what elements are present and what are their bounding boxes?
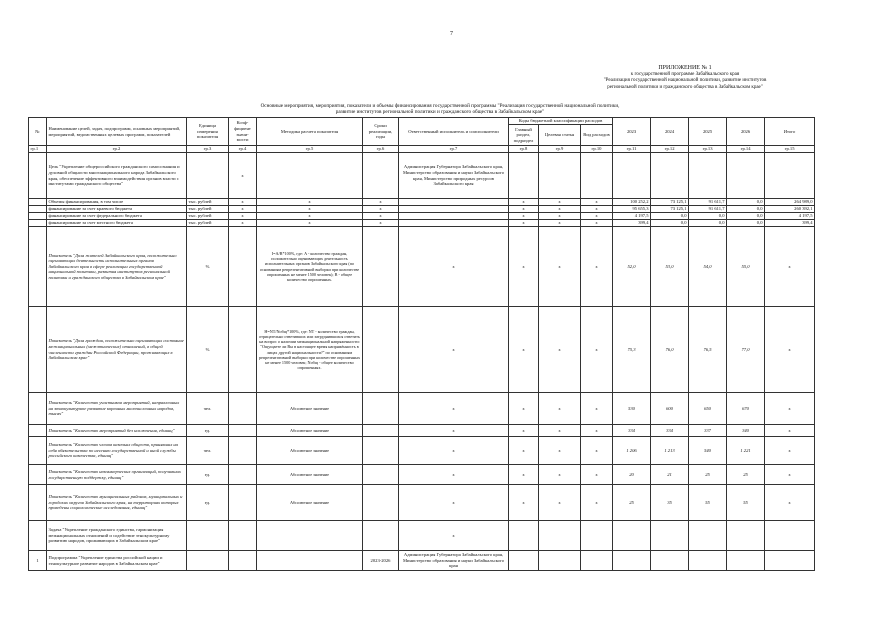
kbk-section-cell: х (509, 213, 539, 220)
goal-row (29, 153, 815, 199)
term-cell: х (363, 220, 399, 227)
indicator-name: Показатель "Доля жителей Забайкальского края, положительно оценивающих деятельность исполнительных органов Забайкальского края в сфере реализации государственной национальной политики, развития институтов региональной политики и гражданского общества в Забайкальском крае" (47, 227, 187, 307)
kbk-section-cell: х (509, 199, 539, 206)
document-title (160, 103, 720, 116)
value-2024: 35 (651, 485, 689, 521)
value-2026: 340 (727, 425, 765, 437)
value-2025: 650 (689, 393, 727, 425)
value-2025: 55 (689, 485, 727, 521)
value-2025: 91 611,7 (689, 206, 727, 213)
gr-cell: гр.10 (581, 146, 613, 153)
kbk-type-cell: х (581, 227, 613, 307)
coef-cell (229, 485, 257, 521)
kbk-type-cell: х (581, 393, 613, 425)
indicator-row (29, 485, 815, 521)
method-cell: х (257, 213, 363, 220)
value-2026: 1 221 (727, 437, 765, 465)
indicator-name: Показатель "Количество членов казачьих обществ, принявших на себя обязательства по несению государственной и иной службы российского казачества, единиц" (47, 437, 187, 465)
kbk-article-cell: х (539, 393, 581, 425)
unit-cell: тыс. рублей (187, 206, 229, 213)
coef-cell: х (229, 213, 257, 220)
finance-name: финансирование за счет краевого бюджета (47, 206, 187, 213)
value-total: х (765, 465, 815, 485)
indicator-row (29, 437, 815, 465)
value-2023: 25 (613, 485, 651, 521)
indicator-name: Показатель "Количество муниципальных районов, муниципальных и городских округов Забайкальского края, на территориях которых проведены социологические исследования, единиц" (47, 485, 187, 521)
task-name: Задача "Укрепление гражданского единства, гармонизация межнациональных отношений и содействие этнокультурному развитию народов, проживающих в Забайкальском крае" (47, 521, 187, 551)
appendix-line: к государственной программе Забайкальского края (630, 72, 740, 78)
term-cell (363, 425, 399, 437)
finance-name: финансирование за счет местного бюджета (47, 220, 187, 227)
page-number: 7 (450, 31, 453, 37)
appendix-block (555, 65, 815, 91)
kbk-section-cell: х (509, 393, 539, 425)
method-cell: х (257, 220, 363, 227)
kbk-article-cell: х (539, 465, 581, 485)
indicator-row (29, 307, 815, 393)
value-2026: 55,0 (727, 227, 765, 307)
term-cell (363, 393, 399, 425)
indicator-name: Показатель "Количество некоммерческих организаций, получивших государственную поддержку, единиц" (47, 465, 187, 485)
unit-cell: ед. (187, 425, 229, 437)
resp-cell (399, 213, 509, 220)
kbk-section-cell: х (509, 437, 539, 465)
kbk-article-cell: х (539, 213, 581, 220)
value-2026: 25 (727, 465, 765, 485)
kbk-type-cell: х (581, 307, 613, 393)
resp-cell: х (399, 425, 509, 437)
unit-cell: тыс. рублей (187, 220, 229, 227)
kbk-section-cell: х (509, 220, 539, 227)
value-2023: 334 (613, 425, 651, 437)
col-kbk-type: Вид расходов (581, 125, 613, 146)
resp-cell (399, 199, 509, 206)
resp-cell (399, 220, 509, 227)
coef-cell: х (229, 220, 257, 227)
value-2024: 0,0 (651, 213, 689, 220)
kbk-article-cell: х (539, 199, 581, 206)
goal-name: Цель "Укрепление общероссийского гражданского самосознания и духовной общности многонационального народа Забайкальского края, обеспечение эффективного взаимодействия органов власти с институтами гражданского общества" (47, 153, 187, 199)
kbk-type-cell: х (581, 437, 613, 465)
method-cell: Абсолютное значение (257, 425, 363, 437)
term-cell: х (363, 206, 399, 213)
value-2025: 91 611,7 (689, 199, 727, 206)
value-2026: 0,0 (727, 220, 765, 227)
value-total: х (765, 307, 815, 393)
value-2023: 530 (613, 393, 651, 425)
num-cell (29, 437, 47, 465)
value-2026: 77,0 (727, 307, 765, 393)
col-method: Методика расчета показателя (257, 118, 363, 146)
col-total: Итого (765, 118, 815, 146)
value-2024: 21 (651, 465, 689, 485)
value-2025: 0,0 (689, 220, 727, 227)
kbk-article-cell: х (539, 307, 581, 393)
value-2023: 399,4 (613, 220, 651, 227)
task-coef: х (399, 521, 509, 551)
appendix-line: "Реализация государственной национальной политики, развитие институтов (603, 78, 767, 84)
kbk-article-cell: х (539, 437, 581, 465)
resp-cell: х (399, 307, 509, 393)
value-2025: 54,0 (689, 227, 727, 307)
value-2023: 4 197,5 (613, 213, 651, 220)
num-cell (29, 465, 47, 485)
num-cell (29, 485, 47, 521)
value-total: х (765, 425, 815, 437)
kbk-type-cell: х (581, 220, 613, 227)
value-2024: 53,0 (651, 227, 689, 307)
kbk-section-cell: х (509, 465, 539, 485)
term-cell: х (363, 199, 399, 206)
value-2025: 0,0 (689, 213, 727, 220)
gr-cell: гр.2 (47, 146, 187, 153)
term-cell (363, 485, 399, 521)
col-2024: 2024 (651, 118, 689, 146)
kbk-type-cell: х (581, 425, 613, 437)
unit-cell: % (187, 307, 229, 393)
value-2026: 0,0 (727, 206, 765, 213)
finance-row (29, 206, 815, 213)
unit-cell: ед. (187, 485, 229, 521)
coef-cell: х (229, 199, 257, 206)
appendix-line: региональной политики и гражданского общества в Забайкальском крае" (607, 84, 763, 90)
gr-cell: гр.14 (727, 146, 765, 153)
indicator-row (29, 393, 815, 425)
col-term: Сроки реализации, годы (363, 118, 399, 146)
value-2023: 95 655,3 (613, 206, 651, 213)
goal-responsible: Администрация Губернатора Забайкальского края, Министерство образования и науки Забайкальского края, Министерство природных ресурсов Забайкальского края (399, 153, 509, 199)
indicator-name: Показатель "Количество участников мероприятий, направленных на этнокультурное развитие коренных малочисленных народов, тысяч" (47, 393, 187, 425)
kbk-type-cell: х (581, 199, 613, 206)
finance-row (29, 213, 815, 220)
kbk-type-cell: х (581, 213, 613, 220)
column-numbers-row (29, 146, 815, 153)
value-2025: 337 (689, 425, 727, 437)
value-2026: 670 (727, 393, 765, 425)
unit-cell: % (187, 227, 229, 307)
coef-cell (229, 425, 257, 437)
value-2024: 600 (651, 393, 689, 425)
coef-cell (229, 307, 257, 393)
goal-coef: х (229, 153, 257, 199)
unit-cell: чел. (187, 437, 229, 465)
kbk-article-cell: х (539, 220, 581, 227)
indicator-row (29, 465, 815, 485)
finance-row (29, 199, 815, 206)
resp-cell: х (399, 465, 509, 485)
value-total: х (765, 393, 815, 425)
value-2024: 334 (651, 425, 689, 437)
value-2023: 52,0 (613, 227, 651, 307)
method-cell: х (257, 206, 363, 213)
finance-row (29, 220, 815, 227)
finance-name: финансирование за счет федерального бюджета (47, 213, 187, 220)
kbk-article-cell: х (539, 227, 581, 307)
col-unit: Единица измерения показателя (187, 118, 229, 146)
term-cell (363, 307, 399, 393)
kbk-section-cell: х (509, 425, 539, 437)
kbk-section-cell: х (509, 307, 539, 393)
col-kbk: Коды бюджетной классификации расходов (509, 118, 613, 125)
value-2026: 55 (727, 485, 765, 521)
method-cell: Абсолютное значение (257, 393, 363, 425)
method-cell: х (257, 199, 363, 206)
gr-cell: гр.8 (509, 146, 539, 153)
col-resp: Ответственный исполнитель и соисполнители (399, 118, 509, 146)
value-total: х (765, 227, 815, 307)
unit-cell: тыс. рублей (187, 213, 229, 220)
kbk-type-cell: х (581, 465, 613, 485)
term-cell (363, 227, 399, 307)
unit-cell: чел. (187, 393, 229, 425)
num-cell (29, 199, 47, 206)
gr-cell: гр.12 (651, 146, 689, 153)
col-2025: 2025 (689, 118, 727, 146)
method-cell: Н=NТ/Nобщ*100%, где: NТ - количество граждан, отрицательно ответивших или затруднившихся ответить на вопрос о наличии межнациональной напряженности: "Ощущаете ли Вы в настоящее время напряжённость в лицах другой национальности?" по основаниям репрезентативной выборки при количестве опрошенных не менее 1500 человек; Nобщ - общее количество опрошенных. (257, 307, 363, 393)
kbk-article-cell: х (539, 485, 581, 521)
coef-cell (229, 437, 257, 465)
value-total: х (765, 485, 815, 521)
resp-cell: х (399, 393, 509, 425)
subprogram-responsible: Администрация Губернатора Забайкальского края, Министерство образования и науки Забайкальского края (399, 551, 509, 571)
kbk-section-cell: х (509, 227, 539, 307)
subprogram-term: 2023-2026 (363, 551, 399, 571)
indicator-row (29, 425, 815, 437)
resp-cell: х (399, 227, 509, 307)
program-table (28, 117, 815, 571)
value-2026: 0,0 (727, 199, 765, 206)
coef-cell: х (229, 206, 257, 213)
unit-cell: ед. (187, 465, 229, 485)
value-2023: 75,3 (613, 307, 651, 393)
col-2026: 2026 (727, 118, 765, 146)
term-cell: х (363, 213, 399, 220)
subprogram-row (29, 551, 815, 571)
col-kbk-section: Главный раздел, подраздел (509, 125, 539, 146)
coef-cell (229, 465, 257, 485)
title-line: развитие институтов региональной политики и гражданского общества в Забайкальском крае" (335, 109, 545, 116)
value-total: 399,4 (765, 220, 815, 227)
value-2024: 1 213 (651, 437, 689, 465)
resp-cell (399, 206, 509, 213)
value-2026: 0,0 (727, 213, 765, 220)
value-2024: 73 125,1 (651, 199, 689, 206)
gr-cell: гр.1 (29, 146, 47, 153)
value-total: х (765, 437, 815, 465)
indicator-name: Показатель "Доля граждан, положительно оценивающих состояние межнациональных (межэтнических) отношений, в общей численности граждан Российской Федерации, проживающих в Забайкальском крае" (47, 307, 187, 393)
kbk-type-cell: х (581, 485, 613, 521)
col-coef: Коэф-фициент значи-мости (229, 118, 257, 146)
col-num: № (29, 118, 47, 146)
method-cell: Абсолютное значение (257, 437, 363, 465)
indicator-name: Показатель "Количество мероприятий без исключения, единиц" (47, 425, 187, 437)
task-row (29, 521, 815, 551)
num-cell (29, 206, 47, 213)
term-cell (363, 437, 399, 465)
value-2024: 0,0 (651, 220, 689, 227)
num-cell (29, 227, 47, 307)
gr-cell: гр.6 (363, 146, 399, 153)
num-cell (29, 307, 47, 393)
title-line: Основные мероприятия, мероприятия, показатели и объемы финансирования государственной программы "Реализация государственной национальной политики, (260, 103, 620, 109)
kbk-section-cell: х (509, 206, 539, 213)
gr-cell: гр.4 (229, 146, 257, 153)
kbk-article-cell: х (539, 425, 581, 437)
gr-cell: гр.9 (539, 146, 581, 153)
resp-cell: х (399, 485, 509, 521)
gr-cell: гр.3 (187, 146, 229, 153)
value-2025: 76,5 (689, 307, 727, 393)
col-name: Наименование целей, задач, подпрограмм, основных мероприятий, мероприятий, ведомственных целевых программ, показателей (47, 118, 187, 146)
resp-cell: х (399, 437, 509, 465)
value-total: 264 989,0 (765, 199, 815, 206)
value-total: 260 392,1 (765, 206, 815, 213)
num-cell (29, 220, 47, 227)
gr-cell: гр.15 (765, 146, 815, 153)
appendix-heading: ПРИЛОЖЕНИЕ № 1 (658, 65, 712, 71)
subprogram-num: 1 (29, 551, 47, 571)
coef-cell (229, 227, 257, 307)
indicator-row (29, 227, 815, 307)
subprogram-name: Подпрограмма "Укрепление единства российской нации и этнокультурное развитие народов в Забайкальском крае" (47, 551, 187, 571)
num-cell (29, 393, 47, 425)
value-2024: 73 125,1 (651, 206, 689, 213)
num-cell (29, 425, 47, 437)
unit-cell: тыс. рублей (187, 199, 229, 206)
kbk-type-cell: х (581, 206, 613, 213)
coef-cell (229, 393, 257, 425)
num-cell (29, 213, 47, 220)
method-cell: Абсолютное значение (257, 465, 363, 485)
col-2023: 2023 (613, 118, 651, 146)
value-2023: 100 252,2 (613, 199, 651, 206)
value-2024: 76,0 (651, 307, 689, 393)
term-cell (363, 465, 399, 485)
value-total: 4 197,5 (765, 213, 815, 220)
gr-cell: гр.5 (257, 146, 363, 153)
gr-cell: гр.11 (613, 146, 651, 153)
value-2023: 20 (613, 465, 651, 485)
gr-cell: гр.7 (399, 146, 509, 153)
kbk-article-cell: х (539, 206, 581, 213)
value-2025: 540 (689, 437, 727, 465)
col-kbk-article: Целевая статья (539, 125, 581, 146)
value-2023: 1 206 (613, 437, 651, 465)
kbk-section-cell: х (509, 485, 539, 521)
gr-cell: гр.13 (689, 146, 727, 153)
method-cell: Абсолютное значение (257, 485, 363, 521)
value-2025: 25 (689, 465, 727, 485)
finance-name: Объемы финансирования, в том числе (47, 199, 187, 206)
method-cell: I=A/B*100%, где: A - количество граждан, положительно оценивающих деятельность исполнительных органов Забайкальского края (по основаниям репрезентативной выборки при количестве опрошенных не менее 1500 человек); B - общее количество опрошенных. (257, 227, 363, 307)
